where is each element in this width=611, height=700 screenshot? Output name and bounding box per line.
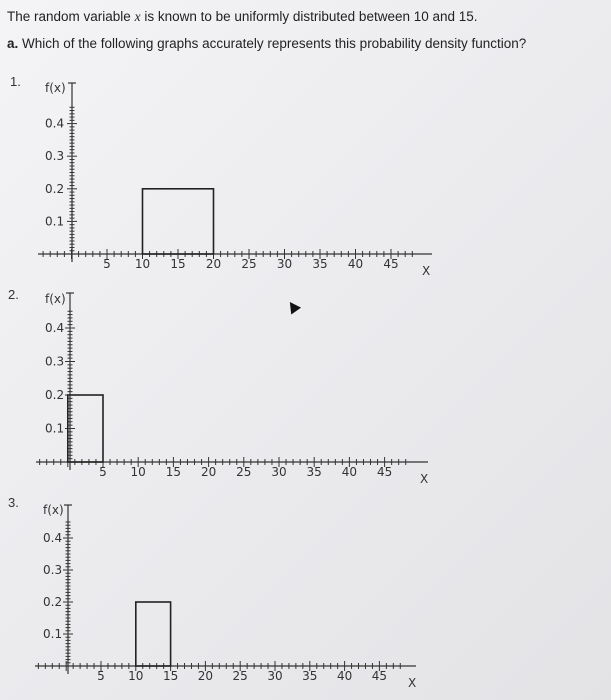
x-tick-label: 45	[371, 669, 388, 683]
y-tick-label: 0.2	[43, 595, 63, 609]
y-axis-label: f(x)	[45, 292, 66, 306]
x-axis-label: X	[408, 676, 417, 690]
x-tick-label: 30	[267, 669, 283, 683]
x-tick-label: 15	[170, 257, 186, 271]
y-tick-label: 0.3	[43, 563, 63, 577]
y-tick-label: 0.4	[45, 116, 65, 131]
x-tick-label: 40	[336, 669, 353, 683]
x-tick-label: 45	[383, 257, 399, 271]
question-part-a: a. Which of the following graphs accurately represents this probability density function?	[7, 36, 527, 51]
x-tick-label: 25	[241, 257, 257, 271]
x-axis-label: X	[422, 264, 431, 278]
y-tick-label: 0.1	[45, 214, 65, 229]
question-intro: The random variable x is known to be uniformly distributed between 10 and 15.	[7, 9, 478, 24]
y-axis-label: f(x)	[43, 503, 64, 517]
x-tick-label: 25	[232, 669, 248, 683]
x-tick-label: 20	[205, 257, 222, 271]
x-tick-label: 5	[103, 257, 111, 271]
x-tick-label: 20	[197, 669, 214, 683]
x-tick-label: 35	[312, 257, 328, 271]
y-tick-label: 0.4	[45, 321, 65, 335]
option-number-3: 3.	[8, 495, 19, 510]
x-tick-label: 10	[128, 669, 144, 683]
x-tick-label: 35	[306, 465, 322, 479]
pdf-rectangle	[136, 602, 171, 666]
y-tick-label: 0.1	[45, 421, 65, 436]
x-tick-label: 45	[376, 465, 393, 479]
y-axis-label: f(x)	[45, 81, 66, 95]
x-tick-label: 30	[276, 257, 293, 271]
y-tick-label: 0.1	[43, 627, 63, 641]
x-tick-label: 35	[302, 669, 318, 683]
x-tick-label: 40	[347, 257, 364, 271]
x-tick-label: 20	[200, 465, 217, 479]
x-tick-label: 40	[341, 465, 358, 479]
option-number-2: 2.	[8, 287, 19, 302]
y-tick-label: 0.3	[45, 354, 65, 369]
x-tick-label: 5	[97, 669, 105, 683]
x-tick-label: 30	[271, 465, 287, 479]
x-tick-label: 10	[134, 257, 151, 271]
x-tick-label: 10	[130, 465, 146, 479]
y-tick-label: 0.2	[45, 181, 65, 196]
option-number-1: 1.	[10, 74, 21, 89]
y-tick-label: 0.2	[45, 388, 65, 402]
x-tick-label: 5	[99, 465, 107, 479]
x-tick-label: 25	[236, 465, 252, 479]
y-tick-label: 0.3	[45, 149, 65, 164]
y-tick-label: 0.4	[43, 531, 63, 545]
x-axis-label: X	[420, 472, 429, 486]
x-tick-label: 15	[165, 465, 182, 479]
x-tick-label: 15	[162, 669, 179, 683]
